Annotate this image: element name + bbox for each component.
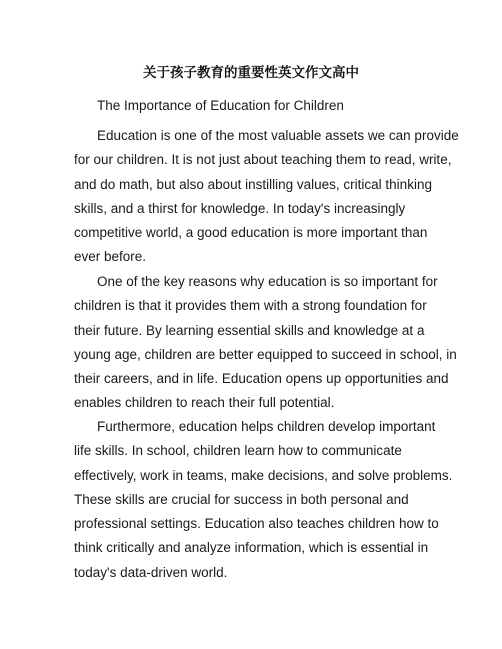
document-title: 关于孩子教育的重要性英文作文高中: [143, 65, 359, 81]
paragraph-line: life skills. In school, children learn how to communicate: [74, 443, 402, 459]
paragraph-3: [74, 415, 453, 585]
paragraph-line: and do math, but also about instilling values, critical thinking: [74, 176, 432, 192]
paragraph-line: One of the key reasons why education is so important for: [97, 274, 438, 289]
paragraph-line: for our children. It is not just about teaching them to read, write,: [74, 152, 452, 168]
paragraph-line: competitive world, a good education is more important than: [74, 225, 428, 241]
paragraph-line: today's data-driven world.: [74, 564, 228, 580]
paragraph-line: ever before.: [74, 249, 147, 265]
paragraph-line: Education is one of the most valuable assets we can provide: [97, 128, 459, 143]
paragraph-line: skills, and a thirst for knowledge. In today's increasingly: [74, 200, 406, 216]
paragraph-line: These skills are crucial for success in both personal and: [74, 491, 409, 507]
paragraph-line: effectively, work in teams, make decisions, and solve problems.: [74, 467, 453, 483]
paragraph-line: enables children to reach their full potential.: [74, 395, 335, 411]
paragraph-line: their future. By learning essential skills and knowledge at a: [74, 322, 425, 338]
document-subtitle: The Importance of Education for Children: [97, 98, 344, 113]
paragraph-1: [74, 124, 459, 270]
paragraph-line: children is that it provides them with a strong foundation for: [74, 298, 427, 314]
paragraph-2: [74, 270, 457, 416]
paragraph-line: think critically and analyze information, which is essential in: [74, 540, 429, 556]
paragraph-line: their careers, and in life. Education opens up opportunities and: [74, 371, 449, 387]
paragraph-line: professional settings. Education also teaches children how to: [74, 516, 439, 532]
paragraph-line: young age, children are better equipped to succeed in school, in: [74, 346, 457, 362]
paragraph-line: Furthermore, education helps children develop important: [97, 419, 436, 434]
